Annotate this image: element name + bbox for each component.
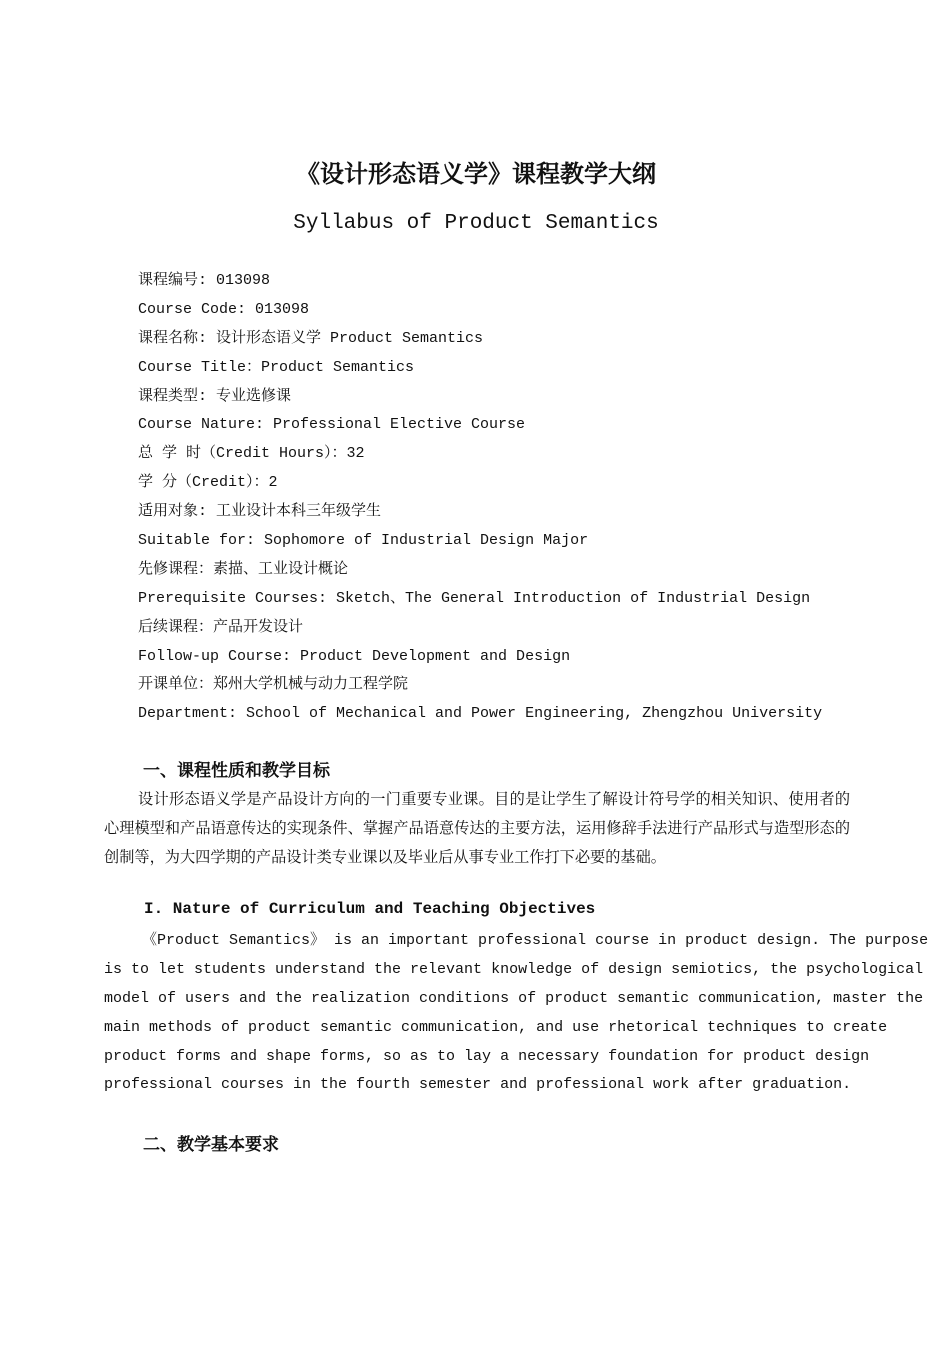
course-info-block bbox=[138, 267, 858, 729]
course-nature-en: Course Nature: Professional Elective Course bbox=[138, 416, 526, 434]
course-code-en: Course Code: 013098 bbox=[138, 300, 310, 318]
body-en-line: model of users and the realization conditions of product semantic communication, master the bbox=[104, 989, 924, 1007]
prerequisite-zh: 先修课程：素描、工业设计概论 bbox=[138, 560, 349, 578]
suitable-for-en: Suitable for: Sophomore of Industrial Design Major bbox=[138, 532, 589, 550]
body-en-line: product forms and shape forms, so as to lay a necessary foundation for product design bbox=[104, 1047, 870, 1065]
follow-up-zh: 后续课程：产品开发设计 bbox=[138, 618, 304, 636]
course-title-zh: 课程名称: 设计形态语义学 Product Semantics bbox=[138, 329, 484, 347]
credit-hours: 总 学 时（Credit Hours）：32 bbox=[138, 445, 365, 463]
follow-up-en: Follow-up Course: Product Development and Design bbox=[138, 647, 571, 665]
document-title-chinese: 《设计形态语义学》课程教学大纲 bbox=[296, 160, 656, 188]
body-en-line: professional courses in the fourth semester and professional work after graduation. bbox=[104, 1076, 852, 1094]
section-1-body-english bbox=[104, 927, 929, 1100]
credit: 学 分（Credit）：2 bbox=[138, 474, 278, 492]
prerequisite-en: Prerequisite Courses: Sketch、The General Introduction of Industrial Design bbox=[138, 589, 811, 607]
section-2-heading: 二、教学基本要求 bbox=[143, 1135, 279, 1155]
body-en-line: main methods of product semantic communication, and use rhetorical techniques to create bbox=[104, 1018, 888, 1036]
section-1-body-chinese: 设计形态语义学是产品设计方向的一门重要专业课。目的是让学生了解设计符号学的相关知识、使用者的心理模型和产品语意传达的实现条件、掌握产品语意传达的主要方法，运用修辞手法进行产品形式与造型形态的创制等，为大四学期的产品设计类专业课以及毕业后从事专业工作打下必要的基础。 bbox=[104, 790, 850, 866]
course-nature-zh: 课程类型: 专业选修课 bbox=[138, 387, 292, 405]
department-zh: 开课单位：郑州大学机械与动力工程学院 bbox=[138, 676, 409, 694]
section-1-heading-english: I. Nature of Curriculum and Teaching Objectives bbox=[144, 900, 596, 918]
section-1-heading: 一、课程性质和教学目标 bbox=[143, 761, 330, 781]
course-code-zh: 课程编号: 013098 bbox=[138, 272, 271, 289]
body-en-line: is to let students understand the relevant knowledge of design semiotics, the psychological bbox=[104, 960, 924, 978]
document-title-english: Syllabus of Product Semantics bbox=[293, 212, 659, 235]
body-en-line: 《Product Semantics》 is an important professional course in product design. The purpose bbox=[142, 932, 929, 949]
course-title-en: Course Title：Product Semantics bbox=[138, 358, 415, 376]
department-en: Department: School of Mechanical and Power Engineering, Zhengzhou University bbox=[138, 705, 823, 723]
suitable-for-zh: 适用对象: 工业设计本科三年级学生 bbox=[138, 503, 382, 521]
